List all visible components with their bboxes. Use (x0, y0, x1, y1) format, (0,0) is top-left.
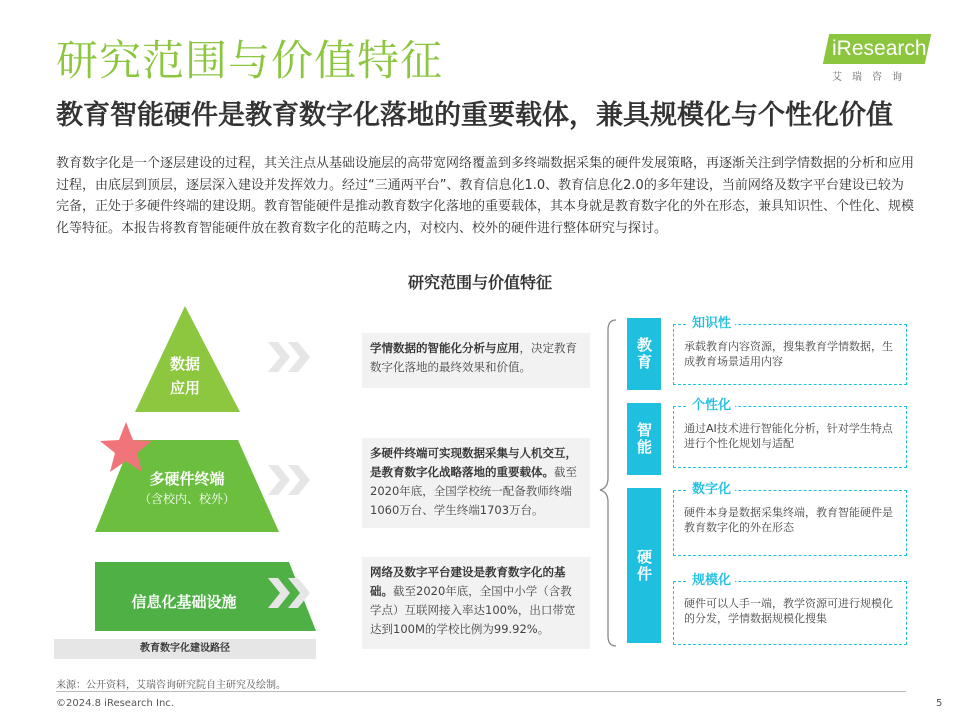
category-hardware (627, 488, 661, 643)
pyramid-top-label (155, 352, 215, 400)
feature-title: 知识性 (688, 316, 735, 332)
category-education (627, 318, 661, 390)
footer-divider (56, 691, 906, 692)
page-number: 5 (936, 698, 943, 709)
feature-knowledge (673, 316, 907, 385)
feature-text: 通过AI技术进行智能化分析，针对学生特点进行个性化规划与适配 (684, 422, 893, 450)
category-label: 智能 (635, 422, 653, 456)
description-text: 截至2020年底，全国学校统一配备教师终端1060万台、学生终端1703万台。 (370, 465, 577, 517)
pyramid-top-line1: 数据 (169, 355, 200, 373)
pyramid-middle-sublabel: （含校内、校外） (138, 492, 235, 506)
copyright: ©2024.8 iResearch Inc. (56, 698, 174, 709)
brace-connector (596, 318, 620, 648)
diagram-title: 研究范围与价值特征 (407, 273, 552, 292)
pyramid-top-line2: 应用 (169, 379, 200, 397)
description-infrastructure (362, 557, 590, 649)
description-text: ，决定教育数字化落地的最终效果和价值。 (370, 341, 577, 374)
feature-personalization (673, 398, 907, 468)
description-hardware-terminals (362, 438, 590, 528)
logo-subtext: 艾瑞咨询 (832, 72, 912, 83)
pyramid-middle-label: 多硬件终端 (149, 470, 225, 488)
feature-digitalization (673, 482, 907, 556)
feature-text: 硬件本身是数据采集终端，教育智能硬件是教育数字化的外在形态 (684, 506, 893, 534)
feature-text: 硬件可以人手一端，教学资源可进行规模化的分发，学情数据规模化搜集 (684, 597, 893, 625)
feature-title: 数字化 (688, 482, 735, 498)
feature-text: 承载教育内容资源，搜集教育学情数据，生成教育场景适用内容 (684, 340, 893, 368)
feature-title: 个性化 (688, 398, 735, 414)
chevron-right-icon (268, 465, 318, 495)
iresearch-logo (822, 34, 932, 84)
path-label-bar: 教育数字化建设路径 (54, 639, 316, 659)
intro-paragraph: 教育数字化是一个逐层建设的过程，其关注点从基础设施层的高带宽网络覆盖到多终端数据采集的硬件发展策略，再逐渐关注到学情数据的分析和应用过程，由底层到顶层，逐层深入建设并发挥效力。经过“三通两平台”、教育信息化1.0、教育信息化2.0的多年建设，当前网络及数字平台建设已较为完备，正处于多硬件终端的建设期。教育智能硬件是推动教育数字化落地的重要载体，其本身就是教育数字化的外在形态，兼具知识性、个性化、规模化等特征。本报告将教育智能硬件放在教育数字化的范畴之内，对校内、校外的硬件进行整体研究与探讨。 (56, 156, 915, 236)
category-smart (627, 403, 661, 475)
chevron-right-icon (268, 342, 318, 372)
category-label: 硬件 (635, 548, 653, 583)
description-data-application (362, 333, 590, 388)
description-bold: 网络及数字平台建设是教育数字化的基础。 (370, 565, 566, 598)
source-note: 来源：公开资料，艾瑞咨询研究院自主研究及绘制。 (56, 680, 286, 691)
page-subtitle: 教育智能硬件是教育数字化落地的重要载体，兼具规模化与个性化价值 (56, 100, 893, 131)
feature-title: 规模化 (688, 573, 735, 589)
description-bold: 多硬件终端可实现数据采集与人机交互，是教育数字化战略落地的重要载体。 (370, 446, 577, 479)
category-label: 教育 (635, 337, 653, 371)
pyramid-bottom-label: 信息化基础设施 (131, 593, 237, 611)
page-title: 研究范围与价值特征 (56, 36, 444, 85)
description-text: 截至2020年底，全国中小学（含教学点）互联网接入率达100%，出口带宽达到100M的学校比例为99.92%。 (370, 584, 576, 636)
chevron-right-icon (268, 578, 318, 608)
feature-scale (673, 573, 907, 645)
description-bold: 学情数据的智能化分析与应用 (370, 341, 520, 355)
logo-text: iResearch (832, 37, 927, 60)
